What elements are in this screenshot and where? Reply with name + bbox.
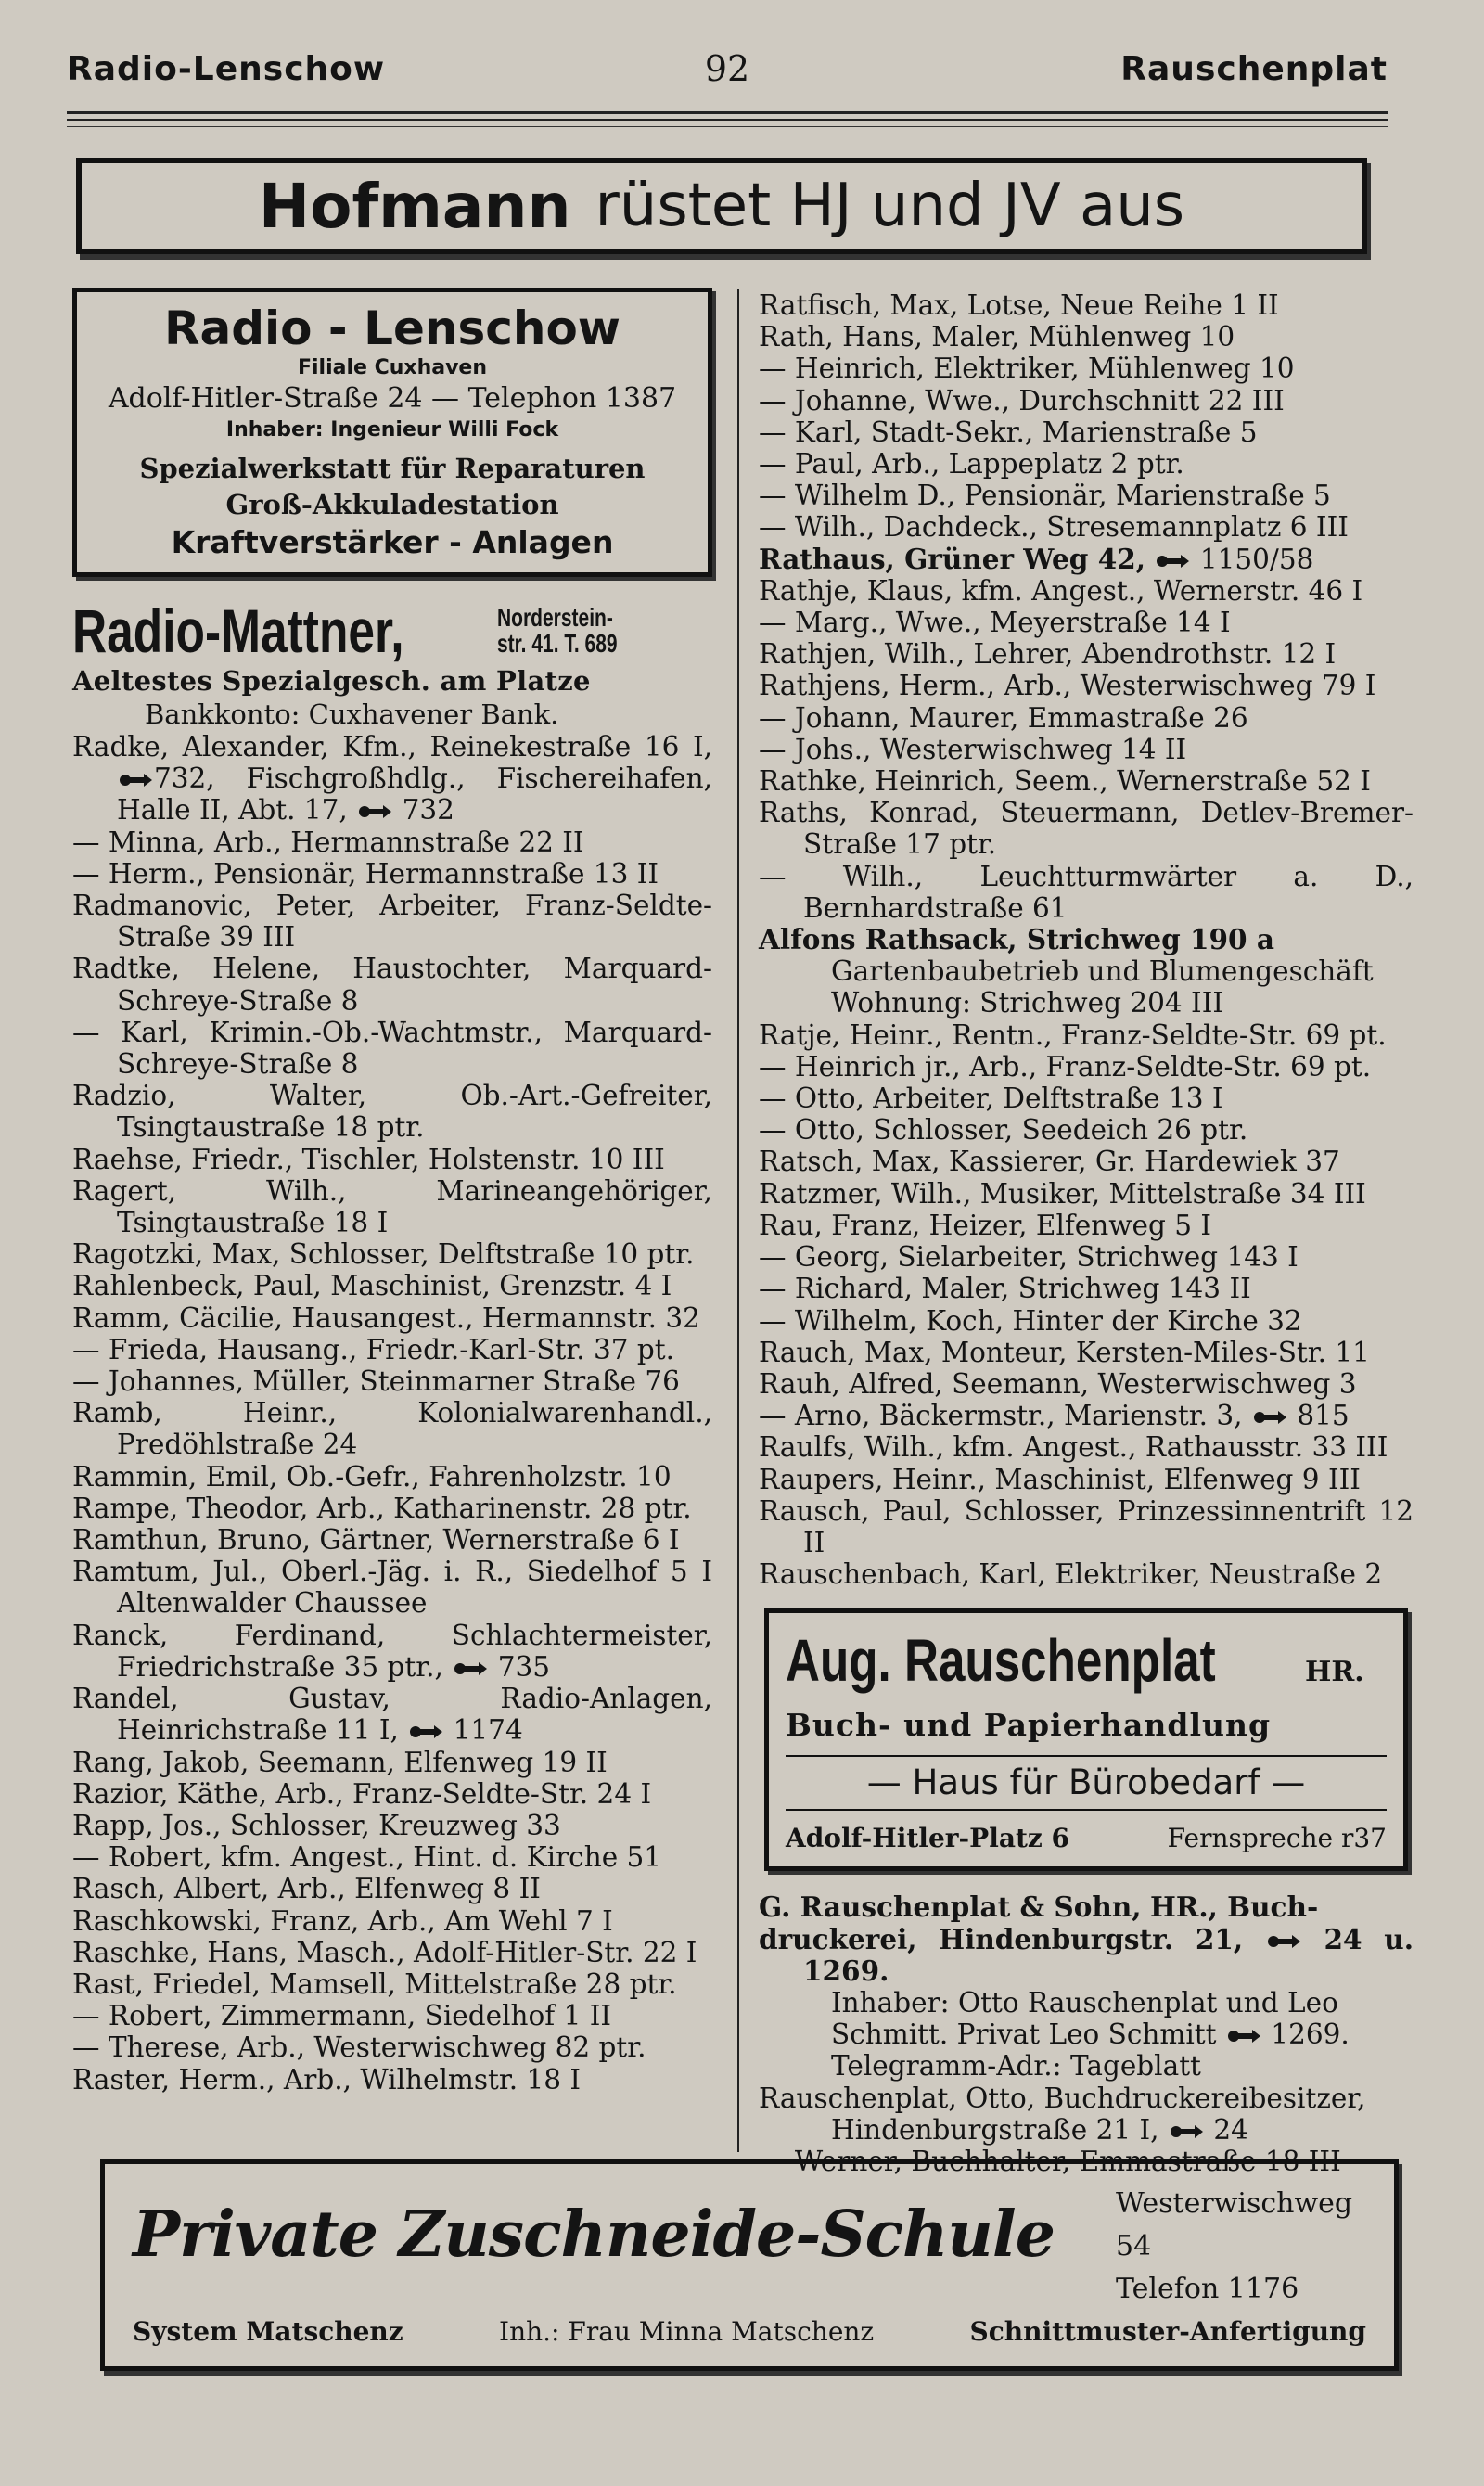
list-item: — Frieda, Hausang., Friedr.-Karl-Str. 37 pt. [72,1333,675,1365]
page-header [67,43,1388,95]
ad-name: Private Zuschneide-Schule [133,2198,1055,2272]
list-item: Radmanovic, Peter, Arbeiter, Franz-Seldte-Straße 39 III [72,890,712,954]
ad-radio-lenschow [72,288,712,577]
list-item: — Otto, Schlosser, Seedeich 26 ptr. [759,1114,1248,1147]
list-item: Rahlenbeck, Paul, Maschinist, Grenzstr. 4 I [72,1270,672,1302]
list-item: Rathke, Heinrich, Seem., Wernerstraße 52 I [759,765,1371,798]
list-item: Razior, Käthe, Arb., Franz-Seldte-Str. 24 I [72,1777,652,1810]
ad-haus: — Haus für Bürobedarf — [786,1755,1387,1811]
telephone-icon [1170,2123,1203,2140]
list-item: Alfons Rathsack, Strichweg 190 a [759,923,1274,956]
list-item: Rau, Franz, Heizer, Elfenweg 5 I [759,1209,1212,1241]
list-item [759,2114,1414,2146]
ad-owner: Inhaber: Ingenieur Willi Fock [225,418,559,442]
ad-line: Groß-Akkuladestation [225,489,559,520]
list-item: — Otto, Arbeiter, Delftstraße 13 I [759,1083,1223,1115]
list-item: — Johs., Westerwischweg 14 II [759,733,1187,765]
list-item: Ragotzki, Max, Schlosser, Delftstraße 10 ptr. [72,1238,695,1271]
list-item [72,1620,712,1683]
telephone-icon [454,1660,487,1677]
left-column [72,288,712,2095]
header-rule [67,111,1388,114]
list-item: Telegramm-Adr.: Tageblatt [831,2050,1201,2082]
list-item: — Johann, Maurer, Emmastraße 26 [759,701,1248,734]
list-item: Ratfisch, Max, Lotse, Neue Reihe 1 II [759,289,1279,321]
list-item: — Robert, Zimmermann, Siedelhof 1 II [72,2000,612,2032]
ad-name [786,1628,1387,1705]
telephone-icon [409,1724,442,1740]
telephone-icon [119,772,152,788]
ad-name: Radio - Lenschow [164,301,620,355]
list-item [759,544,1414,575]
list-item: — Karl, Krimin.-Ob.-Wachtmstr., Marquard-Schreye-Straße 8 [72,1016,712,1081]
list-item: — Karl, Stadt-Sekr., Marienstraße 5 [759,416,1258,448]
ad-service: Schnittmuster-Anfertigung [969,2316,1366,2347]
entry-text: druckerei, Hindenburgstr. 21, [759,1922,1244,1955]
ad-address [497,605,618,657]
entry-text: G. Rauschenplat & Sohn, [759,1890,1142,1924]
telephone-icon [1156,553,1189,570]
list-item: Ramthun, Bruno, Gärtner, Wernerstraße 6 I [72,1524,680,1557]
list-item: Raschke, Hans, Masch., Adolf-Hitler-Str. 22 I [72,1936,697,1968]
list-item [759,1891,1414,1923]
list-item: Rapp, Jos., Schlosser, Kreuzweg 33 [72,1809,561,1841]
telephone-icon [358,803,391,820]
entry-text: 1269. [1271,2018,1350,2051]
entry-text: Rathaus, Grüner Weg 42, [759,542,1146,575]
list-item: Raths, Konrad, Steuermann, Detlev-Bremer-Straße 17 ptr. [759,797,1414,861]
list-item [759,1924,1414,1987]
list-item: Rathje, Klaus, kfm. Angest., Wernerstr. 46 I [759,574,1363,607]
list-item: — Herm., Pensionär, Hermannstraße 13 II [72,857,659,890]
ad-owner: Inh.: Frau Minna Matschenz [499,2316,875,2347]
list-item: Ratje, Heinr., Rentn., Franz-Seldte-Str. 69 pt. [759,1019,1387,1051]
list-item: Rasch, Albert, Arb., Elfenweg 8 II [72,1873,541,1905]
header-left: Radio-Lenschow [67,50,386,88]
entry-text: Radke, Alexander, Kfm., Reinekestraße 16 I, [72,731,712,762]
ad-sub: Buch- und Papierhandlung [786,1707,1272,1744]
list-item: — Paul, Arb., Lappeplatz 2 ptr. [759,448,1184,481]
ad-address-line: Norderstein- [497,603,613,632]
list-item [72,1683,712,1746]
banner-word2: rüstet HJ und JV aus [595,172,1185,240]
ad-address-line: Westerwischweg 54 [1116,2187,1353,2262]
list-item: Inhaber: Otto Rauschenplat und Leo [831,1986,1338,2018]
list-item: Rang, Jakob, Seemann, Elfenweg 19 II [72,1746,608,1778]
ad-zuschneide-schule [100,2159,1399,2371]
list-item: Rast, Friedel, Mamsell, Mittelstraße 28 ptr. [72,1967,677,2000]
list-item: Rath, Hans, Maler, Mühlenweg 10 [759,321,1235,353]
entry-text: 732 [402,794,454,827]
entry-text: 732, Fischgroßhdlg., Fischereihafen, Halle II, Abt. 17, [117,762,712,827]
ad-name-text: Aug. Rauschenplat [786,1627,1216,1695]
ad-phone: Telefon 1176 [1116,2273,1299,2305]
list-item: — Wilh., Dachdeck., Stresemannplatz 6 III [759,511,1349,544]
list-item: Rauch, Max, Monteur, Kersten-Miles-Str. 11 [759,1336,1370,1368]
list-item: Ramb, Heinr., Kolonialwarenhandl., Predöhlstraße 24 [72,1397,712,1461]
list-item: — Werner, Buchhalter, Emmastraße 18 III [759,2145,1341,2177]
list-item: Rauh, Alfred, Seemann, Westerwischweg 3 [759,1367,1357,1400]
ad-aug-rauschenplat [764,1608,1408,1871]
list-item: Rausch, Paul, Schlosser, Prinzessinnentrift 12 II [759,1494,1414,1558]
ad-footer [786,1822,1387,1855]
entry-text: 1174 [453,1714,523,1747]
list-item: Raschkowski, Franz, Arb., Am Wehl 7 I [72,1904,613,1937]
list-item: Ramm, Cäcilie, Hausangest., Hermannstr. 32 [72,1301,700,1334]
list-item: — Minna, Arb., Hermannstraße 22 II [72,826,584,858]
list-item: — Heinrich jr., Arb., Franz-Seldte-Str. 69 pt. [759,1050,1372,1083]
list-item: Rauschenplat, Otto, Buchdruckereibesitzer, [759,2082,1366,2114]
entry-text: HR., Buch- [1149,1890,1319,1924]
list-item: — Richard, Maler, Strichweg 143 II [759,1273,1251,1305]
list-item: — Marg., Wwe., Meyerstraße 14 I [759,607,1231,639]
entry-text: 815 [1297,1400,1350,1432]
entry-text: Randel, Gustav, Radio-Anlagen, Heinrichstraße 11 I, [72,1683,712,1747]
ad-system: System Matschenz [133,2316,403,2347]
right-column [759,289,1414,2177]
list-item: Ratzmer, Wilh., Musiker, Mittelstraße 34 III [759,1177,1366,1210]
ad-footer [133,2316,1366,2348]
list-item: Rampe, Theodor, Arb., Katharinenstr. 28 ptr. [72,1492,692,1524]
list-item: Ramtum, Jul., Oberl.-Jäg. i. R., Siedelhof 5 I Altenwalder Chaussee [72,1556,712,1620]
list-item: Raupers, Heinr., Maschinist, Elfenweg 9 III [759,1463,1361,1495]
page-number: 92 [704,48,750,89]
list-item: Ratsch, Max, Kassierer, Gr. Hardewiek 37 [759,1146,1340,1178]
ad-hr: HR. [1305,1656,1364,1689]
list-item [72,731,712,827]
list-item: Wohnung: Strichweg 204 III [831,987,1224,1019]
list-item: Rammin, Emil, Ob.-Gefr., Fahrenholzstr. 10 [72,1460,672,1493]
list-item [759,1400,1414,1431]
list-item: Radtke, Helene, Haustochter, Marquard-Schreye-Straße 8 [72,953,712,1017]
list-item: Raehse, Friedr., Tischler, Holstenstr. 10 III [72,1143,665,1175]
entry-text: Schmitt. Privat Leo Schmitt [831,2018,1217,2051]
list-item: Ragert, Wilh., Marineangehöriger, Tsingtaustraße 18 I [72,1174,712,1239]
list-item: Gartenbaubetrieb und Blumengeschäft [831,955,1374,988]
list-item: Radzio, Walter, Ob.-Art.-Gefreiter, Tsingtaustraße 18 ptr. [72,1080,712,1144]
ad-address: Adolf-Hitler-Straße 24 — Telephon 1387 [108,382,677,415]
banner-word1: Hofmann [258,170,571,242]
entry-text: — Arno, Bäckermstr., Marienstr. 3, [759,1400,1243,1432]
entry-text: 24 [1213,2113,1248,2146]
header-right: Rauschenplat [1120,50,1388,88]
list-item: — Wilh., Leuchtturmwärter a. D., Bernhardstraße 61 [759,860,1414,924]
list-item: Raster, Herm., Arb., Wilhelmstr. 18 I [72,2063,582,2095]
entry-text: 735 [497,1650,550,1683]
list-item: Rathjens, Herm., Arb., Westerwischweg 79 I [759,670,1376,702]
telephone-icon [1227,2028,1260,2044]
list-item: Rathjen, Wilh., Lehrer, Abendrothstr. 12 I [759,638,1337,671]
column-divider [737,289,739,2152]
entry-text: 24 u. 1269. [803,1922,1414,1987]
list-item: — Wilhelm D., Pensionär, Marienstraße 5 [759,480,1331,512]
list-item: — Georg, Sielarbeiter, Strichweg 143 I [759,1241,1298,1274]
hofmann-banner [76,158,1367,254]
ad-address: Adolf-Hitler-Platz 6 [786,1823,1070,1854]
entry-text: Hindenburgstraße 21 I, [831,2113,1159,2146]
telephone-icon [1253,1409,1286,1426]
ad-address [1116,2183,1394,2311]
ad-bank: Bankkonto: Cuxhavener Bank. [145,698,559,730]
list-item: — Therese, Arb., Westerwischweg 82 ptr. [72,2031,646,2064]
ad-line: Kraftverstärker - Anlagen [171,524,614,560]
list-item: — Wilhelm, Koch, Hinter der Kirche 32 [759,1304,1302,1337]
header-rule [67,119,1388,121]
telephone-icon [1267,1933,1300,1950]
list-item: — Johanne, Wwe., Durchschnitt 22 III [759,384,1285,416]
ad-phone: Fernspreche r37 [1167,1823,1387,1854]
ad-radio-mattner [72,597,712,664]
list-item: — Robert, kfm. Angest., Hint. d. Kirche 51 [72,1841,662,1874]
list-item: Rauschenbach, Karl, Elektriker, Neustraße 2 [759,1558,1383,1591]
ad-address-line: str. 41. T. 689 [497,629,618,658]
ad-slogan: Aeltestes Spezialgesch. am Platze [72,665,591,697]
ad-name: Radio-Mattner, [72,596,404,665]
list-item: — Johannes, Müller, Steinmarner Straße 76 [72,1365,680,1398]
ad-filiale: Filiale Cuxhaven [297,356,488,379]
list-item: — Heinrich, Elektriker, Mühlenweg 10 [759,352,1295,385]
entry-text: Ranck, Ferdinand, Schlachtermeister, Friedrichstraße 35 ptr., [72,1619,712,1683]
entry-text: 1150/58 [1199,543,1314,575]
list-item: Raulfs, Wilh., kfm. Angest., Rathausstr. 33 III [759,1431,1388,1464]
list-item [759,2018,1414,2050]
header-rule [67,126,1388,127]
ad-line: Spezialwerkstatt für Reparaturen [139,453,646,484]
